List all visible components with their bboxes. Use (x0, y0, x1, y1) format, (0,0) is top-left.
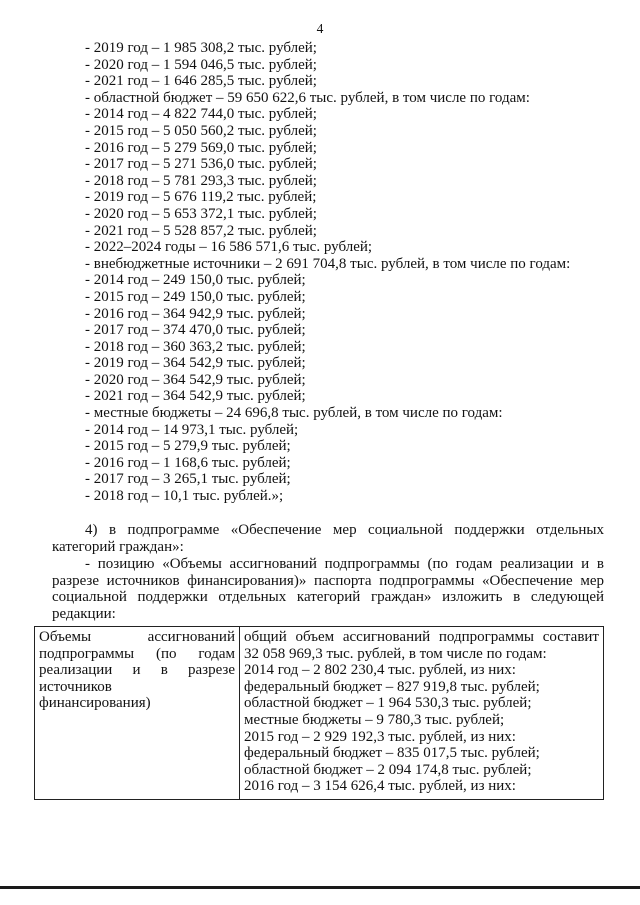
list-item: - 2019 год – 5 676 119,2 тыс. рублей; (85, 189, 317, 206)
list-item: - 2015 год – 5 279,9 тыс. рублей; (85, 438, 291, 455)
table-row (35, 627, 604, 800)
table-value-cell (240, 627, 604, 800)
list-item: - 2022–2024 годы – 16 586 571,6 тыс. рублей; (85, 239, 373, 256)
list-item: - 2014 год – 249 150,0 тыс. рублей; (85, 272, 306, 289)
table-value-line: федеральный бюджет – 827 919,8 тыс. рублей; (244, 678, 540, 695)
table-value-line: областной бюджет – 2 094 174,8 тыс. рублей; (244, 761, 532, 778)
list-item: - 2020 год – 364 542,9 тыс. рублей; (85, 371, 306, 388)
list-item: - областной бюджет – 59 650 622,6 тыс. рублей, в том числе по годам: (85, 89, 530, 106)
position-line: редакции: (52, 605, 116, 622)
list-item: - 2021 год – 1 646 285,5 тыс. рублей; (85, 73, 317, 90)
funding-list (85, 40, 605, 505)
list-item: - 2017 год – 374 470,0 тыс. рублей; (85, 322, 306, 339)
page-number: 4 (316, 21, 324, 36)
list-item: - 2018 год – 10,1 тыс. рублей.»; (85, 488, 284, 505)
scan-bottom-edge (0, 886, 640, 889)
table-value-line: федеральный бюджет – 835 017,5 тыс. рублей; (244, 745, 540, 762)
table-label-line: источников (39, 678, 112, 695)
item-4-line: категорий граждан»: (52, 538, 184, 555)
list-item: - 2016 год – 364 942,9 тыс. рублей; (85, 305, 306, 322)
list-item: - 2015 год – 5 050 560,2 тыс. рублей; (85, 122, 317, 139)
position-paragraph (52, 556, 604, 622)
list-item: - 2017 год – 5 271 536,0 тыс. рублей; (85, 156, 317, 173)
list-item: - 2020 год – 1 594 046,5 тыс. рублей; (85, 56, 317, 73)
position-line: - позицию «Объемы ассигнований подпрограммы (по годам реализации и в (85, 556, 604, 572)
table-value-line: 2014 год – 2 802 230,4 тыс. рублей, из них: (244, 662, 516, 679)
list-item: - 2019 год – 1 985 308,2 тыс. рублей; (85, 40, 317, 56)
document-body (85, 40, 605, 505)
list-item: - 2018 год – 360 363,2 тыс. рублей; (85, 338, 306, 355)
table-value-line: 2016 год – 3 154 626,4 тыс. рублей, из них: (244, 778, 516, 795)
list-item: - 2018 год – 5 781 293,3 тыс. рублей; (85, 172, 317, 189)
list-item: - 2014 год – 4 822 744,0 тыс. рублей; (85, 106, 317, 123)
table-label-cell (35, 627, 240, 800)
list-item: - 2015 год – 249 150,0 тыс. рублей; (85, 288, 306, 305)
list-item: - внебюджетные источники – 2 691 704,8 тыс. рублей, в том числе по годам: (85, 255, 571, 272)
list-item: - местные бюджеты – 24 696,8 тыс. рублей, в том числе по годам: (85, 405, 503, 422)
position-line: социальной поддержки отдельных категорий граждан» изложить в следующей (52, 589, 604, 606)
item-4-line: 4) в подпрограмме «Обеспечение мер социальной поддержки отдельных (85, 522, 604, 538)
passport-table (34, 626, 604, 800)
table-value-line: общий объем ассигнований подпрограммы составит (244, 629, 599, 645)
table-label-line: подпрограммы (по годам (39, 645, 235, 662)
item-4-paragraph (52, 522, 604, 555)
list-item: - 2016 год – 5 279 569,0 тыс. рублей; (85, 139, 317, 156)
table-label-line: Объемы ассигнований (39, 629, 235, 645)
table-label-line: финансирования) (39, 695, 151, 712)
position-line: разрезе источников финансирования)» паспорта подпрограммы «Обеспечение мер (52, 572, 604, 589)
list-item: - 2017 год – 3 265,1 тыс. рублей; (85, 471, 291, 488)
table-label-line: реализации и в разрезе (39, 662, 235, 679)
table-value-line: 32 058 969,3 тыс. рублей, в том числе по годам: (244, 645, 547, 662)
table-value-line: областной бюджет – 1 964 530,3 тыс. рублей; (244, 695, 532, 712)
list-item: - 2021 год – 364 542,9 тыс. рублей; (85, 388, 306, 405)
table-value-line: местные бюджеты – 9 780,3 тыс. рублей; (244, 711, 505, 728)
list-item: - 2020 год – 5 653 372,1 тыс. рублей; (85, 205, 317, 222)
list-item: - 2014 год – 14 973,1 тыс. рублей; (85, 421, 299, 438)
list-item: - 2019 год – 364 542,9 тыс. рублей; (85, 355, 306, 372)
list-item: - 2016 год – 1 168,6 тыс. рублей; (85, 454, 291, 471)
table-value-line: 2015 год – 2 929 192,3 тыс. рублей, из них: (244, 728, 516, 745)
list-item: - 2021 год – 5 528 857,2 тыс. рублей; (85, 222, 317, 239)
